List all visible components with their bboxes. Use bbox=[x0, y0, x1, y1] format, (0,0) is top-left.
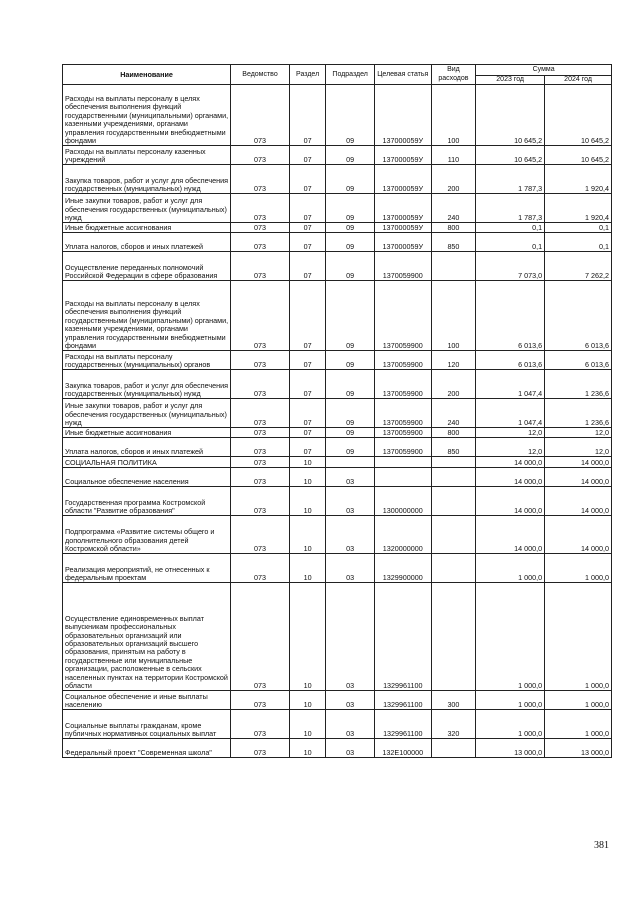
cell-name: Реализация мероприятий, не отнесенных к федеральным проектам bbox=[63, 554, 231, 583]
cell-target: 1329961100 bbox=[374, 710, 431, 739]
cell-2023: 14 000,0 bbox=[476, 468, 545, 487]
cell-2024: 14 000,0 bbox=[545, 487, 612, 516]
header-exp-type: Вид расходов bbox=[431, 65, 476, 85]
cell-name: Расходы на выплаты персоналу казенных учреждений bbox=[63, 146, 231, 165]
cell-section: 07 bbox=[289, 438, 325, 457]
cell-target: 1329961100 bbox=[374, 691, 431, 710]
table-row bbox=[63, 281, 612, 351]
cell-subsection: 09 bbox=[326, 85, 375, 146]
cell-name: Осуществление переданных полномочий Российской Федерации в сфере образования bbox=[63, 252, 231, 281]
cell-subsection: 09 bbox=[326, 281, 375, 351]
cell-exp-type: 100 bbox=[431, 85, 476, 146]
table-row bbox=[63, 583, 612, 691]
cell-section: 07 bbox=[289, 351, 325, 370]
cell-name: Иные бюджетные ассигнования bbox=[63, 428, 231, 438]
cell-subsection: 09 bbox=[326, 165, 375, 194]
cell-2023: 1 000,0 bbox=[476, 710, 545, 739]
cell-target: 1370059900 bbox=[374, 281, 431, 351]
cell-subsection: 03 bbox=[326, 739, 375, 758]
cell-section: 07 bbox=[289, 370, 325, 399]
cell-2024: 12,0 bbox=[545, 438, 612, 457]
cell-dept: 073 bbox=[231, 710, 290, 739]
cell-target: 137000059У bbox=[374, 85, 431, 146]
cell-2023: 14 000,0 bbox=[476, 516, 545, 554]
cell-2024: 1 920,4 bbox=[545, 165, 612, 194]
cell-section: 10 bbox=[289, 554, 325, 583]
cell-2023: 14 000,0 bbox=[476, 457, 545, 468]
cell-2023: 10 645,2 bbox=[476, 85, 545, 146]
cell-subsection: 09 bbox=[326, 194, 375, 223]
cell-2024: 1 236,6 bbox=[545, 370, 612, 399]
cell-2023: 6 013,6 bbox=[476, 281, 545, 351]
cell-section: 10 bbox=[289, 457, 325, 468]
cell-section: 07 bbox=[289, 165, 325, 194]
cell-2024: 1 236,6 bbox=[545, 399, 612, 428]
cell-2023: 1 047,4 bbox=[476, 399, 545, 428]
table-row bbox=[63, 370, 612, 399]
cell-section: 07 bbox=[289, 252, 325, 281]
cell-subsection: 03 bbox=[326, 554, 375, 583]
cell-section: 07 bbox=[289, 85, 325, 146]
table-row bbox=[63, 351, 612, 370]
table-row bbox=[63, 165, 612, 194]
cell-subsection: 03 bbox=[326, 710, 375, 739]
header-2024: 2024 год bbox=[545, 76, 612, 85]
cell-dept: 073 bbox=[231, 223, 290, 233]
cell-dept: 073 bbox=[231, 399, 290, 428]
table-row bbox=[63, 516, 612, 554]
cell-name: Социальное обеспечение и иные выплаты населению bbox=[63, 691, 231, 710]
cell-2023: 6 013,6 bbox=[476, 351, 545, 370]
cell-subsection: 09 bbox=[326, 370, 375, 399]
cell-2024: 14 000,0 bbox=[545, 468, 612, 487]
cell-section: 10 bbox=[289, 583, 325, 691]
budget-table bbox=[62, 64, 612, 758]
cell-2024: 1 000,0 bbox=[545, 691, 612, 710]
cell-exp-type bbox=[431, 739, 476, 758]
table-row bbox=[63, 233, 612, 252]
cell-dept: 073 bbox=[231, 165, 290, 194]
header-sum: Сумма bbox=[476, 65, 612, 76]
cell-section: 10 bbox=[289, 739, 325, 758]
cell-target: 137000059У bbox=[374, 165, 431, 194]
cell-section: 07 bbox=[289, 428, 325, 438]
header-2023: 2023 год bbox=[476, 76, 545, 85]
cell-2024: 1 000,0 bbox=[545, 710, 612, 739]
cell-exp-type: 850 bbox=[431, 438, 476, 457]
cell-2023: 13 000,0 bbox=[476, 739, 545, 758]
cell-target: 1370059900 bbox=[374, 370, 431, 399]
cell-section: 10 bbox=[289, 710, 325, 739]
cell-exp-type: 100 bbox=[431, 281, 476, 351]
cell-2024: 0,1 bbox=[545, 223, 612, 233]
cell-subsection: 03 bbox=[326, 468, 375, 487]
cell-2023: 1 000,0 bbox=[476, 554, 545, 583]
cell-2024: 7 262,2 bbox=[545, 252, 612, 281]
cell-target: 132E100000 bbox=[374, 739, 431, 758]
cell-subsection: 09 bbox=[326, 146, 375, 165]
cell-name: Закупка товаров, работ и услуг для обеспечения государственных (муниципальных) нужд bbox=[63, 165, 231, 194]
table-row bbox=[63, 554, 612, 583]
cell-subsection bbox=[326, 457, 375, 468]
table-row bbox=[63, 468, 612, 487]
table-body bbox=[63, 85, 612, 758]
cell-2024: 1 000,0 bbox=[545, 583, 612, 691]
table-row bbox=[63, 428, 612, 438]
cell-target: 137000059У bbox=[374, 146, 431, 165]
cell-2023: 1 047,4 bbox=[476, 370, 545, 399]
cell-dept: 073 bbox=[231, 252, 290, 281]
cell-dept: 073 bbox=[231, 457, 290, 468]
cell-name: Социальное обеспечение населения bbox=[63, 468, 231, 487]
table-row bbox=[63, 739, 612, 758]
cell-exp-type: 800 bbox=[431, 428, 476, 438]
cell-2023: 0,1 bbox=[476, 233, 545, 252]
cell-exp-type: 240 bbox=[431, 399, 476, 428]
cell-2024: 14 000,0 bbox=[545, 516, 612, 554]
cell-target: 1300000000 bbox=[374, 487, 431, 516]
cell-exp-type: 300 bbox=[431, 691, 476, 710]
cell-target: 1370059900 bbox=[374, 252, 431, 281]
header-dept: Ведомство bbox=[231, 65, 290, 85]
cell-section: 07 bbox=[289, 194, 325, 223]
cell-2024: 6 013,6 bbox=[545, 351, 612, 370]
cell-section: 07 bbox=[289, 233, 325, 252]
cell-dept: 073 bbox=[231, 351, 290, 370]
table-row bbox=[63, 691, 612, 710]
cell-2023: 1 000,0 bbox=[476, 691, 545, 710]
cell-name: Федеральный проект "Современная школа" bbox=[63, 739, 231, 758]
cell-exp-type bbox=[431, 468, 476, 487]
cell-target: 137000059У bbox=[374, 194, 431, 223]
cell-2023: 1 787,3 bbox=[476, 165, 545, 194]
table-row bbox=[63, 487, 612, 516]
cell-name: Закупка товаров, работ и услуг для обеспечения государственных (муниципальных) нужд bbox=[63, 370, 231, 399]
cell-2023: 14 000,0 bbox=[476, 487, 545, 516]
cell-dept: 073 bbox=[231, 428, 290, 438]
cell-name: Иные закупки товаров, работ и услуг для обеспечения государственных (муниципальных) нужд bbox=[63, 194, 231, 223]
cell-exp-type bbox=[431, 583, 476, 691]
cell-exp-type bbox=[431, 516, 476, 554]
cell-2024: 10 645,2 bbox=[545, 146, 612, 165]
cell-exp-type: 200 bbox=[431, 370, 476, 399]
cell-exp-type: 850 bbox=[431, 233, 476, 252]
table-row bbox=[63, 457, 612, 468]
cell-subsection: 03 bbox=[326, 487, 375, 516]
cell-exp-type: 110 bbox=[431, 146, 476, 165]
cell-subsection: 09 bbox=[326, 233, 375, 252]
table-row bbox=[63, 438, 612, 457]
cell-name: Осуществление единовременных выплат выпускникам профессиональных образовательных организаций или образовательных организаций высшего образования, принятым на работу в государственные или муниципальные организации, расположенные в сельских населенных пунктах на территории Костромской области bbox=[63, 583, 231, 691]
cell-2024: 1 920,4 bbox=[545, 194, 612, 223]
cell-dept: 073 bbox=[231, 583, 290, 691]
table-row bbox=[63, 710, 612, 739]
cell-target: 137000059У bbox=[374, 233, 431, 252]
table-row bbox=[63, 223, 612, 233]
cell-dept: 073 bbox=[231, 468, 290, 487]
cell-exp-type bbox=[431, 487, 476, 516]
cell-2024: 1 000,0 bbox=[545, 554, 612, 583]
cell-dept: 073 bbox=[231, 691, 290, 710]
cell-subsection: 09 bbox=[326, 428, 375, 438]
cell-2024: 0,1 bbox=[545, 233, 612, 252]
cell-dept: 073 bbox=[231, 85, 290, 146]
cell-subsection: 03 bbox=[326, 516, 375, 554]
cell-2023: 7 073,0 bbox=[476, 252, 545, 281]
cell-name: Расходы на выплаты персоналу в целях обеспечения выполнения функций государственными (муниципальными) органами, казенными учреждениями, органами управления государственными внебюджетными фондами bbox=[63, 85, 231, 146]
cell-section: 07 bbox=[289, 399, 325, 428]
cell-section: 07 bbox=[289, 281, 325, 351]
cell-target: 1370059900 bbox=[374, 399, 431, 428]
cell-dept: 073 bbox=[231, 516, 290, 554]
cell-2024: 10 645,2 bbox=[545, 85, 612, 146]
page-number: 381 bbox=[594, 840, 609, 851]
table-row bbox=[63, 252, 612, 281]
cell-dept: 073 bbox=[231, 281, 290, 351]
cell-exp-type: 120 bbox=[431, 351, 476, 370]
cell-dept: 073 bbox=[231, 233, 290, 252]
cell-exp-type bbox=[431, 457, 476, 468]
cell-name: Расходы на выплаты персоналу в целях обеспечения выполнения функций государственными (муниципальными) органами, казенными учреждениями, органами управления государственными внебюджетными фондами bbox=[63, 281, 231, 351]
cell-name: Иные бюджетные ассигнования bbox=[63, 223, 231, 233]
cell-target: 137000059У bbox=[374, 223, 431, 233]
cell-target: 1370059900 bbox=[374, 438, 431, 457]
cell-2024: 14 000,0 bbox=[545, 457, 612, 468]
table-row bbox=[63, 85, 612, 146]
table-row bbox=[63, 399, 612, 428]
cell-subsection: 09 bbox=[326, 223, 375, 233]
cell-subsection: 09 bbox=[326, 351, 375, 370]
cell-subsection: 09 bbox=[326, 252, 375, 281]
cell-name: Расходы на выплаты персоналу государственных (муниципальных) органов bbox=[63, 351, 231, 370]
cell-target: 1370059900 bbox=[374, 351, 431, 370]
cell-exp-type: 240 bbox=[431, 194, 476, 223]
cell-target: 1329900000 bbox=[374, 554, 431, 583]
cell-dept: 073 bbox=[231, 146, 290, 165]
cell-exp-type bbox=[431, 252, 476, 281]
header-target: Целевая статья bbox=[374, 65, 431, 85]
cell-subsection: 03 bbox=[326, 583, 375, 691]
cell-dept: 073 bbox=[231, 554, 290, 583]
cell-section: 10 bbox=[289, 516, 325, 554]
cell-2023: 12,0 bbox=[476, 438, 545, 457]
cell-name: Уплата налогов, сборов и иных платежей bbox=[63, 438, 231, 457]
cell-dept: 073 bbox=[231, 438, 290, 457]
cell-name: СОЦИАЛЬНАЯ ПОЛИТИКА bbox=[63, 457, 231, 468]
cell-target: 1329961100 bbox=[374, 583, 431, 691]
cell-dept: 073 bbox=[231, 739, 290, 758]
cell-name: Государственная программа Костромской области "Развитие образования" bbox=[63, 487, 231, 516]
cell-name: Иные закупки товаров, работ и услуг для обеспечения государственных (муниципальных) нужд bbox=[63, 399, 231, 428]
cell-dept: 073 bbox=[231, 487, 290, 516]
cell-2023: 1 000,0 bbox=[476, 583, 545, 691]
cell-exp-type: 200 bbox=[431, 165, 476, 194]
cell-2024: 13 000,0 bbox=[545, 739, 612, 758]
cell-subsection: 09 bbox=[326, 399, 375, 428]
cell-exp-type bbox=[431, 554, 476, 583]
table-row bbox=[63, 146, 612, 165]
cell-dept: 073 bbox=[231, 194, 290, 223]
cell-target: 1370059900 bbox=[374, 428, 431, 438]
cell-section: 10 bbox=[289, 468, 325, 487]
cell-section: 10 bbox=[289, 487, 325, 516]
cell-exp-type: 800 bbox=[431, 223, 476, 233]
cell-section: 07 bbox=[289, 223, 325, 233]
cell-name: Социальные выплаты гражданам, кроме публичных нормативных социальных выплат bbox=[63, 710, 231, 739]
cell-2023: 1 787,3 bbox=[476, 194, 545, 223]
cell-2024: 12,0 bbox=[545, 428, 612, 438]
cell-2023: 12,0 bbox=[476, 428, 545, 438]
cell-name: Уплата налогов, сборов и иных платежей bbox=[63, 233, 231, 252]
cell-subsection: 03 bbox=[326, 691, 375, 710]
cell-2024: 6 013,6 bbox=[545, 281, 612, 351]
header-subsection: Подраздел bbox=[326, 65, 375, 85]
cell-target bbox=[374, 468, 431, 487]
cell-exp-type: 320 bbox=[431, 710, 476, 739]
cell-target bbox=[374, 457, 431, 468]
cell-target: 1320000000 bbox=[374, 516, 431, 554]
cell-subsection: 09 bbox=[326, 438, 375, 457]
cell-2023: 10 645,2 bbox=[476, 146, 545, 165]
table-row bbox=[63, 194, 612, 223]
header-name: Наименование bbox=[63, 65, 231, 85]
cell-2023: 0,1 bbox=[476, 223, 545, 233]
cell-section: 07 bbox=[289, 146, 325, 165]
header-section: Раздел bbox=[289, 65, 325, 85]
cell-dept: 073 bbox=[231, 370, 290, 399]
cell-section: 10 bbox=[289, 691, 325, 710]
cell-name: Подпрограмма «Развитие системы общего и дополнительного образования детей Костромской области» bbox=[63, 516, 231, 554]
